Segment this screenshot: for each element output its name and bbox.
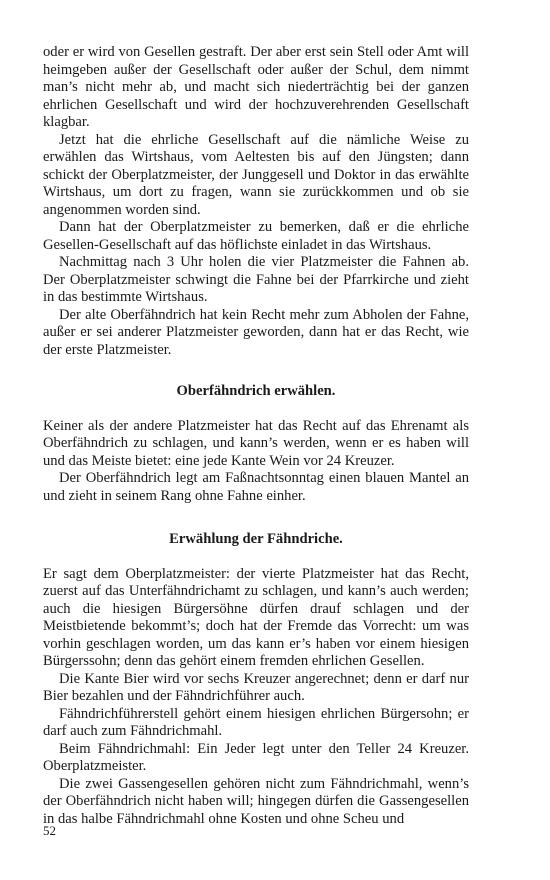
paragraph: Die Kante Bier wird vor sechs Kreuzer angerechnet; denn er darf nur Bier bezahlen und der Fähndrichführer auch. [43, 670, 469, 704]
paragraph: Der alte Oberfähndrich hat kein Recht mehr zum Abholen der Fahne, außer er sei anderer Platzmeister geworden, dann hat er das Recht, wie der erste Platzmeister. [43, 306, 469, 358]
paragraph: Nachmittag nach 3 Uhr holen die vier Platzmeister die Fahnen ab. Der Oberplatzmeister schwingt die Fahne bei der Pfarrkirche und zieht in das bestimmte Wirtshaus. [43, 254, 469, 305]
section-heading: Erwählung der Fähndriche. [169, 531, 343, 547]
paragraph: Der Oberfähndrich legt am Faßnachtsonntag einen blauen Mantel an und zieht in seinem Rang ohne Fahne einher. [43, 470, 469, 504]
paragraph: Fähndrichführerstell gehört einem hiesigen ehrlichen Bürgersohn; er darf auch zum Fähndrichmahl. [43, 705, 469, 739]
paragraph: Keiner als der andere Platzmeister hat das Recht auf das Ehrenamt als Oberfähndrich zu schlagen, und kann’s werden, wenn er es haben will und das Meiste bietet: eine jede Kante Wein vor 24 Kreuzer. [43, 417, 469, 469]
paragraph: Beim Fähndrichmahl: Ein Jeder legt unter den Teller 24 Kreuzer. Oberplatzmeister. [43, 740, 469, 774]
paragraph: Jetzt hat die ehrliche Gesellschaft auf die nämliche Weise zu erwählen das Wirtshaus, vom Aeltesten bis auf den Jüngsten; dann schickt der Oberplatzmeister, der Junggesell und Doktor in das erwählte Wirtshaus, um dort zu fragen, wann sie zurückkommen und ob sie angenommen worden sind. [43, 131, 469, 218]
paragraph: Dann hat der Oberplatzmeister zu bemerken, daß er die ehrliche Gesellen-Gesellschaft auf das höflichste einladet in das Wirtshaus. [43, 219, 469, 253]
paragraph: oder er wird von Gesellen gestraft. Der aber erst sein Stell oder Amt will heimgeben außer der Gesellschaft oder außer der Schul, dem nimmt man’s nicht mehr ab, und macht sich niederträchtig bei der ganzen ehrlichen Gesellschaft und wird der hochzuverehrenden Gesellschaft klagbar. [43, 44, 469, 130]
page-number: 52 [43, 823, 56, 838]
paragraph: Die zwei Gassengesellen gehören nicht zum Fähndrichmahl, wenn’s der Oberfähndrich nicht haben will; hingegen dürfen die Gassengesellen in das halbe Fähndrichmahl ohne Kosten und ohne Scheu und [43, 775, 469, 827]
book-page-text [43, 44, 469, 828]
paragraph: Er sagt dem Oberplatzmeister: der vierte Platzmeister hat das Recht, zuerst auf das Unterfähndrichamt zu schlagen, und kann’s auch werden; auch die hiesigen Bürgersöhne dürfen drauf schlagen und der Meistbietende bekommt’s; doch hat der Fremde das Vorrecht: um was vorhin geschlagen worden, um das kann er’s haben vor einem hiesigen Bürgerssohn; denn das gehört einem fremden ehrlichen Gesellen. [43, 565, 469, 669]
section-heading: Oberfähndrich erwählen. [176, 383, 336, 399]
